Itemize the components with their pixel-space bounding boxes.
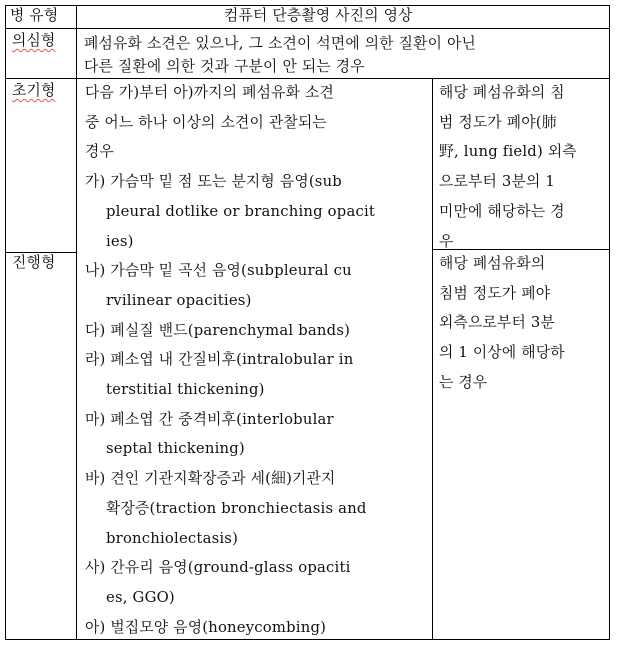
- early-intro-line-2: 중 어느 하나 이상의 소견이 관찰되는: [85, 113, 327, 131]
- finding-na-line-2: rvilinear opacities): [106, 291, 252, 309]
- finding-a-line-1: 아) 벌집모양 음영(honeycombing): [85, 618, 327, 636]
- finding-sa-line-1: 사) 간유리 음영(ground-glass opaciti: [85, 559, 351, 577]
- row-advanced-type-text: 진행형: [12, 254, 56, 271]
- finding-item-ga: [85, 167, 430, 256]
- finding-ba-line-1: 바) 견인 기관지확장증과 세(細)기관지: [85, 470, 336, 488]
- advanced-extent-line-4: 의 1 이상에 해당하: [439, 344, 565, 362]
- finding-item-ba: [85, 464, 430, 553]
- row-suspected-type-text: 의심형: [12, 32, 56, 49]
- early-extent-line-1: 해당 폐섬유화의 침: [439, 84, 565, 101]
- finding-ga-line-2: pleural dotlike or branching opacit: [106, 202, 376, 220]
- finding-ba-line-2: 확장증(traction bronchiectasis and: [106, 499, 367, 517]
- finding-da-line-1: 다) 폐실질 밴드(parenchymal bands): [85, 321, 351, 339]
- advanced-extent-line-3: 외측으로부터 3분: [439, 314, 555, 332]
- finding-item-ra: [85, 345, 430, 404]
- early-intro-line-3: 경우: [85, 143, 114, 161]
- early-extent-line-6: 우: [439, 232, 454, 250]
- early-extent-line-3: 野, lung field) 외측: [439, 143, 577, 161]
- early-intro-line-1: 다음 가)부터 아)까지의 폐섬유화 소견: [85, 84, 334, 101]
- finding-ma-line-1: 마) 폐소엽 간 중격비후(interlobular: [85, 410, 334, 428]
- early-extent-line-5: 미만에 해당하는 경: [439, 202, 565, 220]
- findings-column: [85, 78, 430, 642]
- finding-item-a: [85, 613, 430, 643]
- finding-item-sa: [85, 553, 430, 612]
- early-extent-line-2: 범 정도가 폐야(肺: [439, 113, 557, 131]
- row-early-type-text: 초기형: [12, 82, 56, 99]
- finding-sa-line-2: es, GGO): [106, 588, 175, 606]
- header-ct-image-text: 컴퓨터 단층촬영 사진의 영상: [224, 7, 413, 24]
- advanced-extent-line-2: 침범 정도가 폐야: [439, 284, 551, 302]
- finding-ra-line-1: 라) 폐소엽 내 간질비후(intralobular in: [85, 351, 354, 369]
- header-divider: [5, 28, 610, 29]
- early-extent: [439, 78, 609, 256]
- advanced-extent-line-5: 는 경우: [439, 373, 488, 391]
- advanced-extent: [439, 249, 609, 398]
- suspected-line-2: 다른 질환에 의한 것과 구분이 안 되는 경우: [84, 58, 365, 75]
- suspected-line-1: 폐섬유화 소견은 있으나, 그 소견이 석면에 의한 질환이 아닌: [84, 35, 476, 52]
- row-suspected-description: [84, 32, 608, 78]
- finding-na-line-1: 나) 가슴막 밑 곡선 음영(subpleural cu: [85, 262, 352, 280]
- finding-ga-line-1: 가) 가슴막 밑 점 또는 분지형 음영(sub: [85, 173, 342, 191]
- finding-item-da: [85, 316, 430, 346]
- row-suspected-type: [12, 30, 55, 51]
- row-advanced-type: [12, 252, 55, 273]
- col2-divider: [432, 78, 433, 640]
- finding-ga-line-3: ies): [106, 232, 134, 250]
- header-disease-type-text: 병 유형: [10, 7, 59, 24]
- advanced-extent-line-1: 해당 폐섬유화의: [439, 255, 546, 272]
- finding-item-na: [85, 256, 430, 315]
- finding-ma-line-2: septal thickening): [106, 440, 245, 458]
- finding-ra-line-2: terstitial thickening): [106, 381, 265, 399]
- finding-ba-line-3: bronchiolectasis): [106, 529, 239, 547]
- early-extent-line-4: 으로부터 3분의 1: [439, 173, 555, 191]
- finding-item-ma: [85, 405, 430, 464]
- header-disease-type: [10, 5, 58, 27]
- col1-divider: [76, 5, 77, 640]
- row-early-type: [12, 80, 55, 101]
